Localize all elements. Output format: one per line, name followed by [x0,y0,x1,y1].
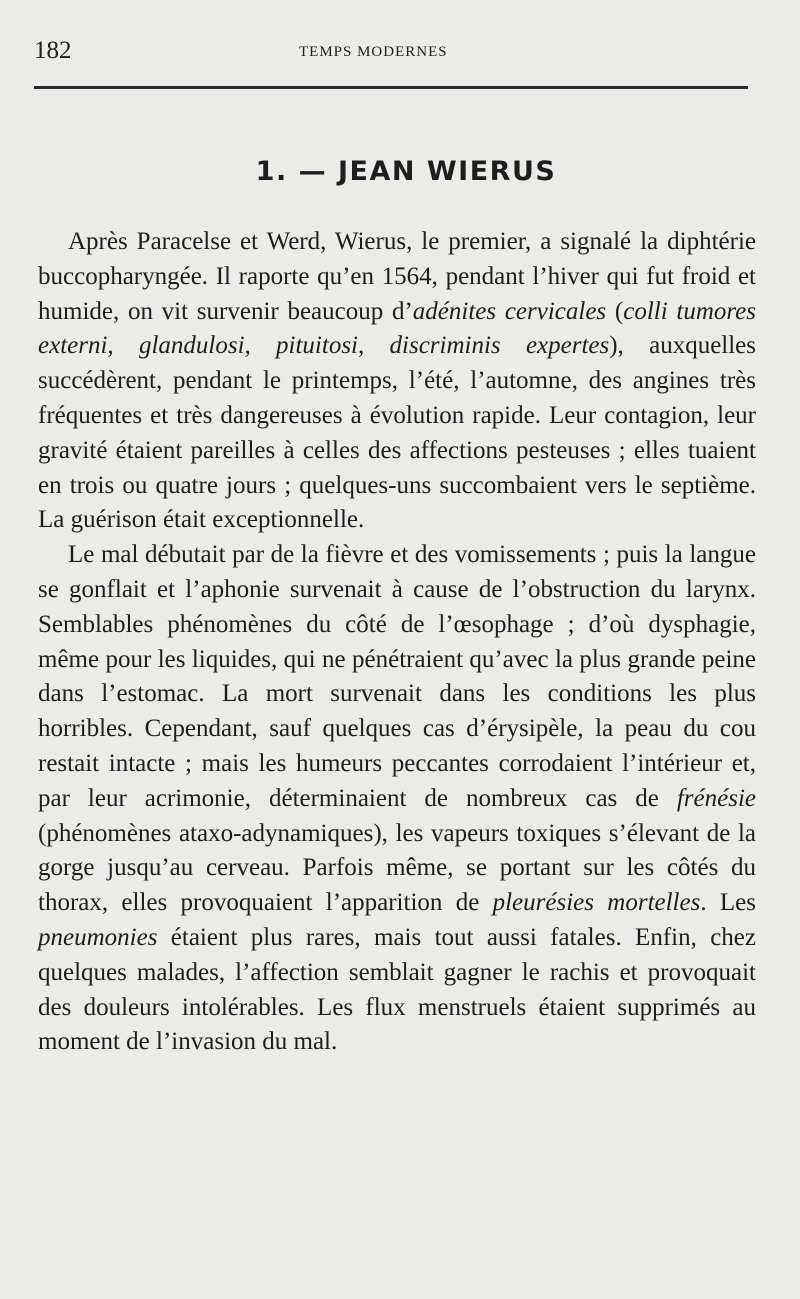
running-header [34,36,748,68]
paragraph-2-italic-a: frénésie [676,784,756,812]
header-rule [34,86,748,89]
paragraph-1-text-b: ( [606,297,624,325]
paragraph-2-text-c: . Les [700,889,756,917]
paragraph-2-text-b: (phénomènes ataxo-adynamiques), les vapeurs toxiques s’élevant de la gorge jusqu’au cerveau. Parfois même, se portant sur les côtés du thorax, elles provoquaient l’apparition de [38,819,756,917]
paragraph-1-text-c: ), auxquelles succédèrent, pendant le printemps, l’été, l’automne, des angines très fréquentes et très dangereuses à évolution rapide. Leur contagion, leur gravité étaient pareilles à celles des affections pesteuses ; elles tuaient en trois ou quatre jours ; quelques-uns succombaient vers le septième. La guérison était exceptionnelle. [38,332,757,534]
paragraph-1-italic-b: colli tumores externi, glandulosi, pituitosi, discriminis expertes [38,297,757,360]
paragraph-2 [38,538,756,1060]
running-title: TEMPS MODERNES [299,44,448,60]
paragraph-2-italic-b: pleurésies mortelles [492,889,701,917]
paragraph-1 [38,225,756,538]
paragraph-1-italic-a: adénites cervicales [412,297,607,325]
paragraph-1-text-a: Après Paracelse et Werd, Wierus, le premier, a signalé la diphtérie buccopharyngée. Il raporte qu’en 1564, pendant l’hiver qui fut froid et humide, on vit survenir beaucoup d’ [38,228,756,325]
page-number: 182 [34,37,72,64]
paragraph-2-italic-c: pneumonies [38,923,158,951]
paragraph-2-text-a: Le mal débutait par de la fièvre et des vomissements ; puis la langue se gonflait et l’aphonie survenait à cause de l’obstruction du larynx. Semblables phénomènes du côté de l’œsophage ; d’où dysphagie, même pour les liquides, qui ne pénétraient qu’avec la plus grande peine dans l’estomac. La mort survenait dans les conditions les plus horribles. Cependant, sauf quelques cas d’érysipèle, la peau du cou restait intacte ; mais les humeurs peccantes corrodaient l’intérieur et, par leur acrimonie, déterminaient de nombreux cas de [38,541,756,812]
paragraph-2-text-d: étaient plus rares, mais tout aussi fatales. Enfin, chez quelques malades, l’affection semblait gagner le rachis et provoquait des douleurs intolérables. Les flux menstruels étaient supprimés au moment de l’invasion du mal. [38,923,756,1056]
body-text [38,225,756,1060]
chapter-title: 1. — JEAN WIERUS [255,156,557,187]
